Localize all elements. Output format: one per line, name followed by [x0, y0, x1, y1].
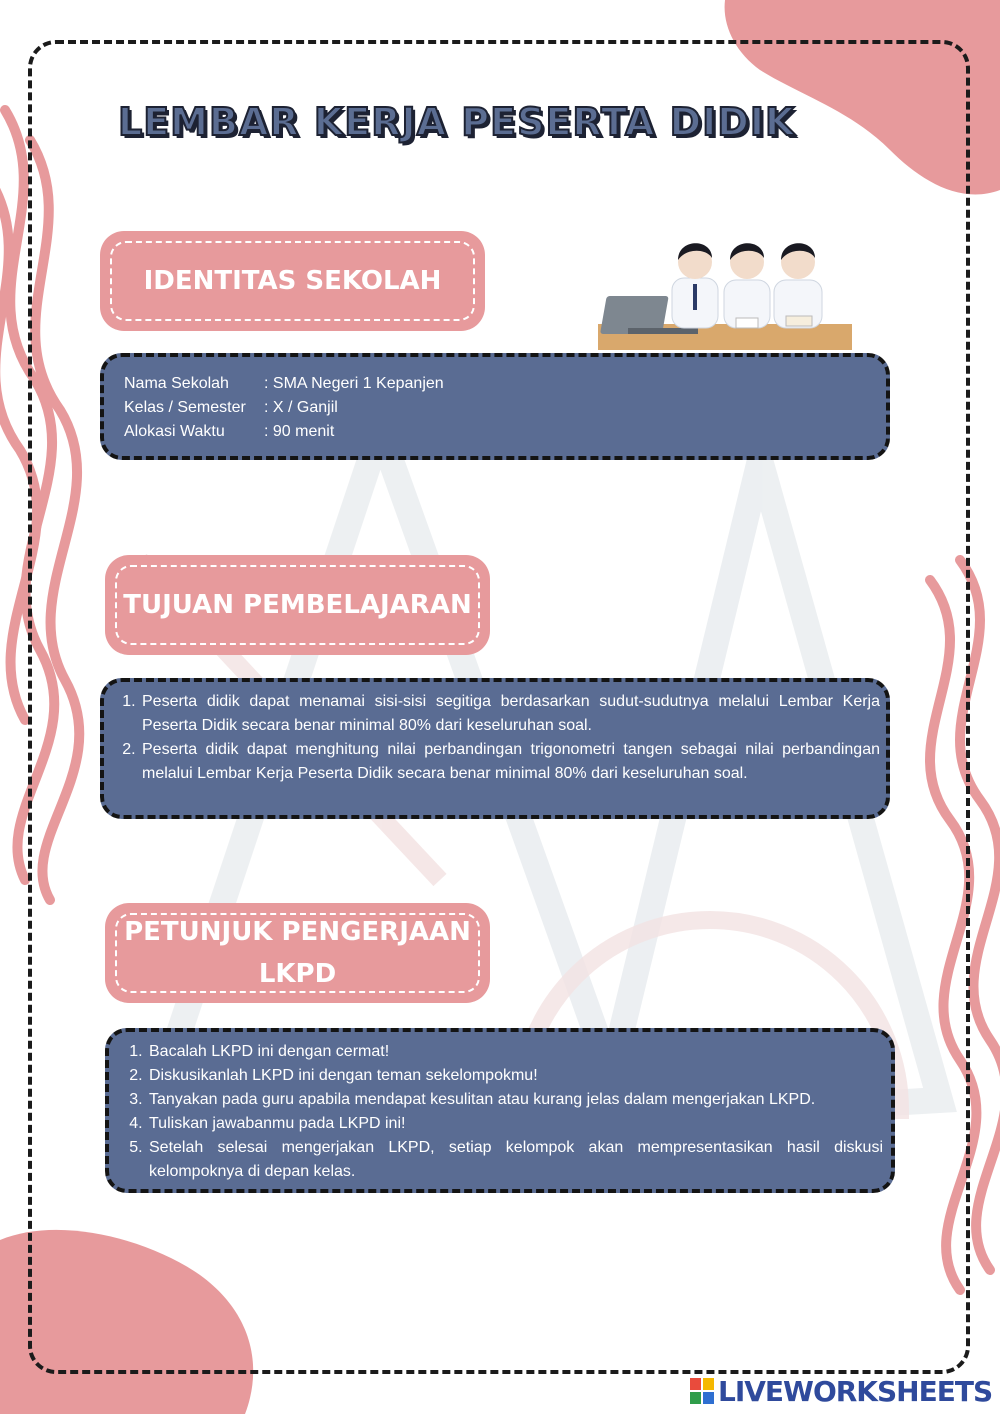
info-value: : 90 menit — [264, 423, 335, 440]
tujuan-item: 2. Peserta didik dapat menghitung nilai perbandingan trigonometri tangen sebagai nilai perbandingan melalui Lembar Kerja Peserta Didik secara benar minimal 80% dari keseluruhan soal. — [140, 738, 880, 786]
petunjuk-heading-line1: PETUNJUK PENGERJAAN — [124, 917, 471, 947]
liveworksheets-logo-icon — [690, 1378, 714, 1404]
tujuan-heading-label — [105, 555, 490, 655]
identitas-heading: IDENTITAS SEKOLAH — [143, 266, 442, 296]
petunjuk-item: 4. Tuliskan jawabanmu pada LKPD ini! — [147, 1112, 883, 1136]
petunjuk-item: 3. Tanyakan pada guru apabila mendapat kesulitan atau kurang jelas dalam mengerjakan LKPD. — [147, 1088, 883, 1112]
info-row-nama-sekolah — [124, 372, 866, 396]
tujuan-box — [100, 678, 890, 819]
petunjuk-heading-line2: LKPD — [258, 959, 337, 989]
petunjuk-list — [131, 1040, 883, 1184]
tujuan-heading: TUJUAN PEMBELAJARAN — [123, 590, 472, 620]
students-studying-icon — [598, 232, 852, 350]
page-title: LEMBAR KERJA PESERTA DIDIK — [118, 100, 796, 144]
info-label: Alokasi Waktu — [124, 423, 225, 440]
identitas-box — [100, 353, 890, 460]
liveworksheets-brand[interactable] — [690, 1376, 992, 1406]
info-label: Nama Sekolah — [124, 375, 229, 392]
petunjuk-heading-label — [105, 903, 490, 1003]
petunjuk-item: 1. Bacalah LKPD ini dengan cermat! — [147, 1040, 883, 1064]
petunjuk-heading — [124, 911, 471, 995]
info-value: : SMA Negeri 1 Kepanjen — [264, 375, 444, 392]
info-value: : X / Ganjil — [264, 399, 338, 416]
petunjuk-item: 5. Setelah selesai mengerjakan LKPD, setiap kelompok akan mempresentasikan hasil diskusi kelompoknya di depan kelas. — [147, 1136, 883, 1184]
petunjuk-box — [105, 1028, 895, 1193]
brand-name: LIVEWORKSHEETS — [718, 1374, 993, 1408]
info-row-alokasi-waktu — [124, 420, 866, 444]
info-label: Kelas / Semester — [124, 399, 246, 416]
petunjuk-item: 2. Diskusikanlah LKPD ini dengan teman sekelompokmu! — [147, 1064, 883, 1088]
tujuan-list — [124, 690, 880, 786]
identitas-heading-label — [100, 231, 485, 331]
info-row-kelas-semester — [124, 396, 866, 420]
tujuan-item: 1. Peserta didik dapat menamai sisi-sisi segitiga berdasarkan sudut-sudutnya melalui Lembar Kerja Peserta Didik secara benar minimal 80% dari keseluruhan soal. — [140, 690, 880, 738]
